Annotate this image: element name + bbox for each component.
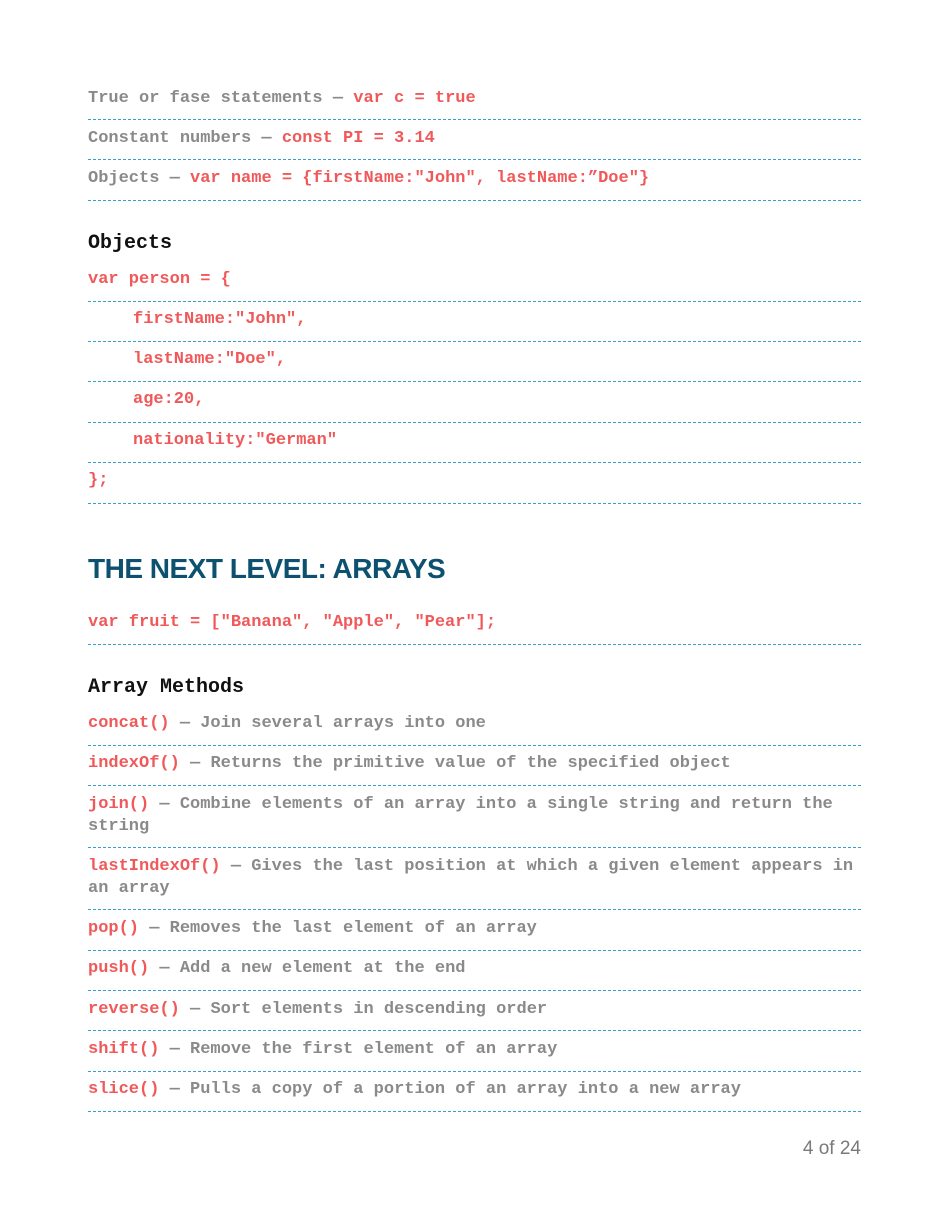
method-separator: —: [139, 919, 170, 938]
method-description: Returns the primitive value of the specified object: [210, 754, 731, 773]
method-name: join(): [88, 795, 150, 814]
method-row: [88, 1039, 861, 1072]
method-description: Removes the last element of an array: [169, 919, 537, 938]
method-name: indexOf(): [88, 754, 180, 773]
method-separator: —: [149, 795, 180, 814]
arrays-example: var fruit = ["Banana", "Apple", "Pear"];: [88, 612, 861, 645]
array-methods-subheading: Array Methods: [88, 676, 245, 699]
method-description: Add a new element at the end: [179, 959, 466, 978]
method-description: Combine elements of an array into a single string and return the string: [88, 795, 833, 836]
method-description: Gives the last position at which a given element appears in an array: [88, 857, 854, 898]
method-name: pop(): [88, 919, 140, 938]
method-separator: —: [179, 1000, 211, 1019]
method-name: shift(): [88, 1040, 160, 1059]
method-separator: —: [149, 959, 180, 978]
row-code: var c = true: [353, 89, 476, 108]
method-row: [88, 999, 861, 1031]
method-description: Pulls a copy of a portion of an array into a new array: [190, 1080, 741, 1099]
arrays-heading: THE NEXT LEVEL: ARRAYS: [88, 553, 446, 584]
method-description: Join several arrays into one: [200, 714, 486, 733]
row-code: var name = {firstName:"John", lastName:”Doe"}: [190, 169, 650, 188]
row-separator: —: [159, 169, 191, 188]
method-name: reverse(): [88, 1000, 180, 1019]
method-name: slice(): [88, 1080, 160, 1099]
method-name: concat(): [88, 714, 170, 733]
method-name: push(): [88, 959, 150, 978]
method-description: Remove the first element of an array: [190, 1040, 558, 1059]
method-description: Sort elements in descending order: [210, 1000, 548, 1019]
code-line: lastName:"Doe",: [88, 349, 861, 382]
page-number: 4 of 24: [802, 1138, 861, 1159]
row-label: Objects: [88, 169, 160, 188]
method-row: [88, 918, 861, 951]
row-code: const PI = 3.14: [281, 129, 435, 148]
method-row: [88, 958, 861, 991]
row-label: True or fase statements: [88, 89, 323, 108]
method-row: [88, 753, 861, 786]
code-line: };: [88, 470, 861, 504]
method-separator: —: [159, 1040, 191, 1059]
method-separator: —: [169, 714, 201, 733]
method-row: [88, 856, 861, 910]
method-separator: —: [220, 857, 252, 876]
code-line: age:20,: [88, 389, 861, 423]
variable-row-boolean: [88, 88, 861, 120]
code-line: nationality:"German": [88, 430, 861, 463]
variable-row-objects: [88, 168, 861, 201]
row-label: Constant numbers: [88, 129, 252, 148]
method-row: [88, 713, 861, 746]
variable-row-constant: [88, 128, 861, 160]
method-name: lastIndexOf(): [88, 857, 221, 876]
objects-subheading: Objects: [88, 232, 173, 255]
method-separator: —: [179, 754, 211, 773]
row-separator: —: [251, 129, 282, 148]
row-separator: —: [322, 89, 354, 108]
method-separator: —: [159, 1080, 191, 1099]
code-line: var person = {: [88, 269, 861, 302]
code-line: firstName:"John",: [88, 309, 861, 342]
method-row: [88, 794, 861, 848]
method-row: [88, 1079, 861, 1112]
